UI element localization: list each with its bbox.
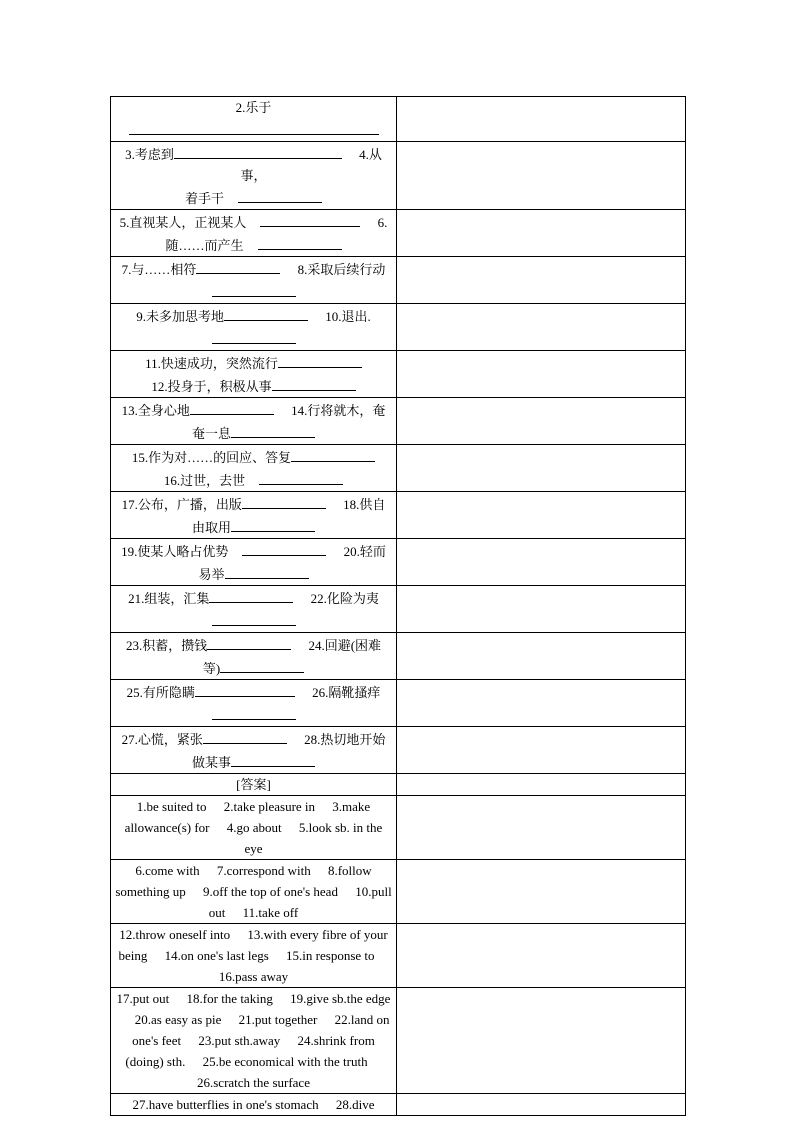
question-cell xyxy=(111,257,397,304)
answer-blank[interactable] xyxy=(220,656,304,673)
table-row xyxy=(111,142,686,210)
empty-cell xyxy=(397,97,686,142)
question-27: 27.心慌，紧张 xyxy=(121,732,203,747)
question-cell xyxy=(111,539,397,586)
answer-20: 20.as easy as pie xyxy=(134,1012,222,1027)
question-24-cont: 等) xyxy=(202,661,221,676)
answer-15: 15.in response to xyxy=(286,948,375,963)
answer-blank[interactable] xyxy=(196,257,280,274)
answer-12: 12.throw oneself into xyxy=(119,927,231,942)
answer-16: 16.pass away xyxy=(218,969,289,984)
answer-25: 25.be economical with the truth xyxy=(202,1054,368,1069)
answer-blank[interactable] xyxy=(212,327,296,344)
empty-cell xyxy=(397,680,686,727)
question-5: 5.直视某人，正视某人 xyxy=(119,215,247,230)
question-22: 22.化险为夷 xyxy=(310,591,379,606)
question-6-cont: 随……而产生 xyxy=(165,238,244,253)
answer-6: 6.come with xyxy=(135,863,200,878)
table-row xyxy=(111,1094,686,1116)
answer-blank[interactable] xyxy=(209,586,293,603)
empty-cell xyxy=(397,727,686,774)
answer-26: 26.scratch the surface xyxy=(197,1075,310,1090)
answer-blank[interactable] xyxy=(260,210,360,227)
empty-cell xyxy=(397,142,686,210)
question-20: 20.轻而 xyxy=(343,544,386,559)
question-15: 15.作为对……的回应、答复 xyxy=(131,450,292,465)
table-row xyxy=(111,492,686,539)
empty-cell xyxy=(397,257,686,304)
table-row xyxy=(111,210,686,257)
table-row xyxy=(111,924,686,988)
answer-blank[interactable] xyxy=(129,118,379,135)
answer-28: 28.dive xyxy=(335,1097,375,1112)
answer-9: 9.off the top of one's head xyxy=(202,884,338,899)
empty-cell xyxy=(397,988,686,1094)
answer-cell xyxy=(111,1094,397,1116)
question-cell xyxy=(111,210,397,257)
question-3: 3.考虑到 xyxy=(125,147,174,162)
question-9: 9.未多加思考地 xyxy=(136,309,224,324)
answer-24: 24.shrink from (doing) sth. xyxy=(125,1033,375,1069)
table-row xyxy=(111,586,686,633)
question-28: 28.热切地开始 xyxy=(304,732,386,747)
question-24: 24.回避(困难 xyxy=(308,638,382,653)
answer-11: 11.take off xyxy=(242,905,299,920)
answer-blank[interactable] xyxy=(190,398,274,415)
answer-blank[interactable] xyxy=(212,280,296,297)
answer-blank[interactable] xyxy=(174,142,342,159)
answer-blank[interactable] xyxy=(242,492,326,509)
table-row xyxy=(111,860,686,924)
answer-blank[interactable] xyxy=(231,515,315,532)
table-row xyxy=(111,633,686,680)
answer-27: 27.have butterflies in one's stomach xyxy=(132,1097,319,1112)
question-19: 19.使某人略占优势 xyxy=(121,544,229,559)
table-row xyxy=(111,304,686,351)
answer-3: 3.make allowance(s) for xyxy=(124,799,371,835)
table-row xyxy=(111,680,686,727)
question-18-cont: 由取用 xyxy=(191,520,231,535)
empty-cell xyxy=(397,492,686,539)
question-21: 21.组装，汇集 xyxy=(128,591,210,606)
question-2: 2.乐于 xyxy=(235,100,272,115)
answer-header-cell xyxy=(111,774,397,796)
answer-13: 13.with every fibre of your being xyxy=(118,927,388,963)
answer-blank[interactable] xyxy=(231,421,315,438)
question-cell xyxy=(111,304,397,351)
question-cell xyxy=(111,445,397,492)
empty-cell xyxy=(397,1094,686,1116)
answer-blank[interactable] xyxy=(258,233,342,250)
table-row xyxy=(111,727,686,774)
exercise-table xyxy=(110,96,686,1116)
question-16: 16.过世，去世 xyxy=(163,473,246,488)
answer-blank[interactable] xyxy=(259,468,343,485)
question-20-cont: 易举 xyxy=(198,567,225,582)
table-row xyxy=(111,774,686,796)
question-6: 6. xyxy=(377,215,388,230)
question-12: 12.投身于，积极从事 xyxy=(151,379,272,394)
table-row xyxy=(111,257,686,304)
question-cell xyxy=(111,492,397,539)
empty-cell xyxy=(397,924,686,988)
answer-blank[interactable] xyxy=(212,703,296,720)
answer-blank[interactable] xyxy=(212,609,296,626)
table-row xyxy=(111,97,686,142)
empty-cell xyxy=(397,586,686,633)
question-4-cont: 着手干 xyxy=(184,191,224,206)
question-14-cont: 奄一息 xyxy=(191,426,231,441)
question-cell xyxy=(111,398,397,445)
question-cell xyxy=(111,586,397,633)
question-cell xyxy=(111,633,397,680)
empty-cell xyxy=(397,633,686,680)
question-cell xyxy=(111,351,397,398)
answer-5: 5.look sb. in the eye xyxy=(244,820,383,856)
answer-14: 14.on one's last legs xyxy=(164,948,269,963)
answer-17: 17.put out xyxy=(116,991,170,1006)
answer-blank[interactable] xyxy=(224,304,308,321)
answer-blank[interactable] xyxy=(225,562,309,579)
empty-cell xyxy=(397,398,686,445)
answer-19: 19.give sb.the edge xyxy=(290,991,391,1006)
question-17: 17.公布，广播，出版 xyxy=(121,497,242,512)
empty-cell xyxy=(397,796,686,860)
answer-23: 23.put sth.away xyxy=(198,1033,281,1048)
table-row xyxy=(111,539,686,586)
question-28-cont: 做某事 xyxy=(191,755,231,770)
answer-header: [答案] xyxy=(236,777,271,792)
answer-blank[interactable] xyxy=(291,445,375,462)
answer-blank[interactable] xyxy=(195,680,295,697)
question-4: 4.从事， xyxy=(240,147,382,183)
question-cell xyxy=(111,142,397,210)
answer-18: 18.for the taking xyxy=(186,991,273,1006)
empty-cell xyxy=(397,774,686,796)
question-23: 23.积蓄，攒钱 xyxy=(125,638,208,653)
answer-cell xyxy=(111,988,397,1094)
answer-cell xyxy=(111,924,397,988)
answer-8: 8.follow something up xyxy=(115,863,372,899)
question-18: 18.供自 xyxy=(343,497,386,512)
answer-blank[interactable] xyxy=(242,539,326,556)
answer-cell xyxy=(111,796,397,860)
question-7: 7.与……相符 xyxy=(121,262,197,277)
question-13: 13.全身心地 xyxy=(121,403,190,418)
empty-cell xyxy=(397,860,686,924)
table-row xyxy=(111,445,686,492)
table-row xyxy=(111,351,686,398)
question-8: 8.采取后续行动 xyxy=(297,262,386,277)
question-cell xyxy=(111,727,397,774)
empty-cell xyxy=(397,304,686,351)
question-14: 14.行将就木，奄 xyxy=(291,403,386,418)
question-26: 26.隔靴搔痒 xyxy=(312,685,381,700)
answer-2: 2.take pleasure in xyxy=(223,799,316,814)
empty-cell xyxy=(397,539,686,586)
empty-cell xyxy=(397,445,686,492)
answer-blank[interactable] xyxy=(278,351,362,368)
answer-1: 1.be suited to xyxy=(136,799,207,814)
answer-4: 4.go about xyxy=(226,820,282,835)
answer-10: 10.pull out xyxy=(208,884,392,920)
question-cell xyxy=(111,680,397,727)
answer-21: 21.put together xyxy=(238,1012,318,1027)
answer-blank[interactable] xyxy=(203,727,287,744)
answer-blank[interactable] xyxy=(231,750,315,767)
empty-cell xyxy=(397,210,686,257)
question-10: 10.退出. xyxy=(325,309,371,324)
question-11: 11.快速成功，突然流行 xyxy=(145,356,278,371)
table-row xyxy=(111,796,686,860)
answer-22: 22.land on one's feet xyxy=(132,1012,390,1048)
answer-7: 7.correspond with xyxy=(216,863,311,878)
table-row xyxy=(111,398,686,445)
table-row xyxy=(111,988,686,1094)
question-cell xyxy=(111,97,397,142)
answer-blank[interactable] xyxy=(238,186,322,203)
answer-blank[interactable] xyxy=(207,633,291,650)
question-25: 25.有所隐瞒 xyxy=(126,685,195,700)
answer-cell xyxy=(111,860,397,924)
empty-cell xyxy=(397,351,686,398)
answer-blank[interactable] xyxy=(272,374,356,391)
